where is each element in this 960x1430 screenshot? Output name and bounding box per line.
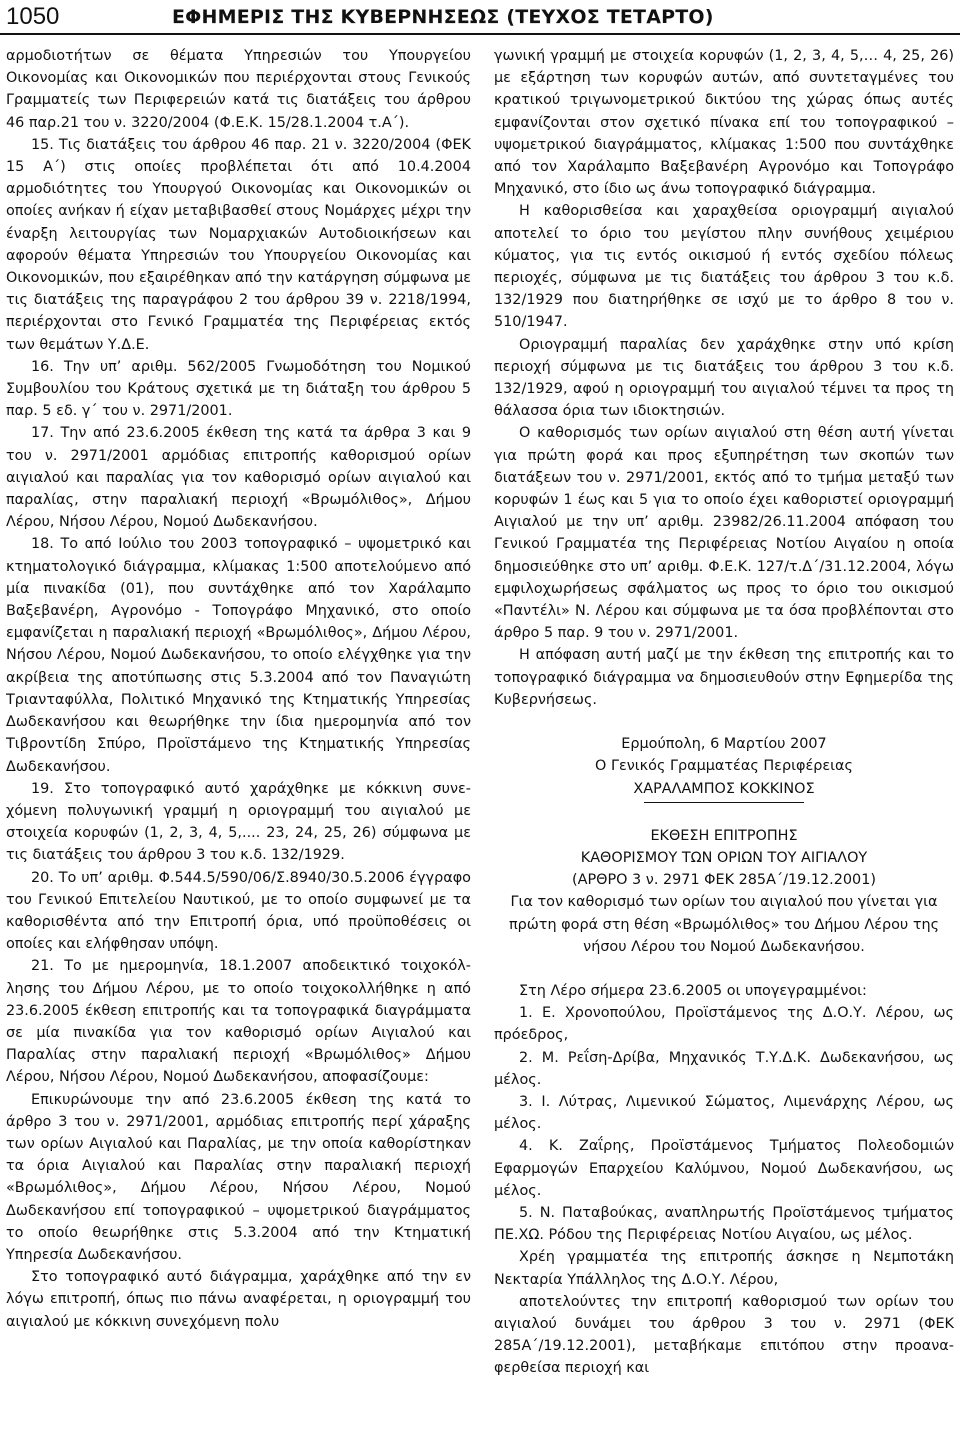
paragraph: Η καθορισθείσα και χαραχθείσα οριογραμμή αιγιαλού αποτελεί το όριο του μεγίστου πλην συνήθους χειμέριου κύματος, για τις εντός οικισμού ή εντός σχεδίου πόλεως περιοχές, σύμφωνα με τις διατάξεις του άρθρου 3 του κ.δ. 132/1929 που διατηρήθηκε σε ισχύ με το άρθρο 8 του ν. 510/1947. <box>494 203 954 331</box>
right-column <box>494 45 954 1425</box>
spacer <box>494 711 954 733</box>
spacer <box>494 803 954 825</box>
paragraph: αρμοδιοτήτων σε θέματα Υπηρεσιών του Υπουργείου Οικονομίας και Οικονομικών που περιέρχονται στους Γενικούς Γραμματείς των Περιφερειών κατά τις διατάξεις του άρθρου 46 παρ.21 του ν. 3220/2004 (Φ.Ε.Κ. 15/28.1.2004 τ.Α΄). <box>6 48 471 131</box>
page-number: 1050 <box>6 3 60 30</box>
page-header <box>0 0 960 38</box>
paragraph: 17. Την από 23.6.2005 έκθεση της κατά τα άρθρα 3 και 9 του ν. 2971/2001 αρμόδιας επιτροπής καθορισμού ορίων αιγιαλού και παραλίας για τον καθορισμό ορίων αιγιαλού και παραλίας, στην παραλιακή περιοχή «Βρωμόλιθος», Δήμου Λέρου, Νήσου Λέρου, Νομού Δωδεκανήσου. <box>6 425 471 531</box>
report-subtitle: ΚΑΘΟΡΙΣΜΟΥ ΤΩΝ ΟΡΙΩΝ ΤΟΥ ΑΙΓΙΑΛΟΥ <box>580 849 868 866</box>
meeting-line: Στη Λέρο σήμερα 23.6.2005 οι υπογεγραμμένοι: <box>519 982 867 999</box>
paragraph: 18. Το από Ιούλιο του 2003 τοπογραφικό – υψομετρικό και κτηματολογικό διάγραμμα, κλίμακας 1:500 αποτελούμενο από μία πινακίδα (01), που συντάχθηκε από τον Χαράλαμπο Βαξεβανέρη, Αγρονόμο - Τοπογράφο Μηχανικό, στο οποίο εμφανίζεται η παραλιακή περιοχή «Βρωμόλιθος», Δήμου Λέρου, Νήσου Λέρου, Νομού Δωδεκανήσου, το οποίο ελέγχθηκε για την ακρίβεια της αποτύπωσης στις 5.3.2004 από τον Παναγιώτη Τριανταφύλλα, Πολιτικό Μηχανικό της Κτηματικής Υπηρεσίας Δωδεκανήσου και θεωρήθηκε την ίδια ημερομηνία από τον Τιβροντίδη Σπύρο, Προϊστάμενο της Κτηματικής Υπηρεσίας Δωδεκανήσου. <box>6 536 471 775</box>
paragraph: 15. Τις διατάξεις του άρθρου 46 παρ. 21 ν. 3220/2004 (ΦΕΚ 15 Α΄) στις οποίες προβλέπεται ότι από 10.4.2004 αρμοδιότητες του Υπουργού Οικονομίας και Οικονομικών οι οποίες ανήκαν ή είχαν μεταβιβασθεί στους Νομάρχες μέχρι την έναρξη λειτουργίας των Νομαρχιακών Αυτοδιοικήσεων και αφορούν θέματα Υπηρεσιών του Υπουργείου Οικονομίας και Οικονομικών, που εξαιρέθηκαν από την κατάργηση σύμφωνα με τις διατάξεις της παραγράφου 2 του άρθρου 39 ν. 2218/1994, περιέρχονται στο Γενικό Γραμματέα της Περιφέρειας εκτός των θεμάτων Υ.Δ.Ε. <box>6 136 471 353</box>
paragraph: Επικυρώνουμε την από 23.6.2005 έκθεση της κατά το άρθρο 3 του ν. 2971/2001, αρμόδιας επιτροπής περί χάραξης των ορίων Αιγιαλού και Παραλίας, με την οποία καθορίστηκαν τα όρια Αιγιαλού και Παραλίας στην παραλιακή περιοχή «Βρωμόλιθος», Δήμου Λέρου, Νήσου Λέρου, Νομού Δωδεκανήσου επί τοπογραφικού – υψομετρικού διαγράμματος το οποίο θεωρήθηκε στις 5.3.2004 από την Κτηματική Υπηρεσία Δωδεκανήσου. <box>6 1091 471 1263</box>
paragraph: Οριογραμμή παραλίας δεν χαράχθηκε στην υπό κρίση περιοχή σύμφωνα με τις διατάξεις του άρθρου 3 του κ.δ. 132/1929, αφού η οριογραμμή του αιγιαλού τέμνει τα προς τη θάλασσα όρια των ιδιοκτησιών. <box>494 336 954 420</box>
committee-member: 4. Κ. Ζαΐρης, Προϊστάμενος Τμήματος Πολεοδομιών Εφαρμογών Επαρχείου Καλύμνου, Νομού Δωδεκανήσου, ως μέλος. <box>494 1138 954 1199</box>
signatory-title: Ο Γενικός Γραμματέας Περιφέρειας <box>595 758 853 775</box>
place-date: Ερμούπολη, 6 Μαρτίου 2007 <box>621 736 827 753</box>
paragraph: Ο καθορισμός των ορίων αιγιαλού στη θέση αυτή γίνεται για πρώτη φορά και προς εξυπηρέτηση των σκοπών των διατάξεων του ν. 2971/2001, εκτός από το τμήμα μεταξύ των κορυφών 1 έως και 5 για το οποίο έχει καθοριστεί οριογραμμή Αιγιαλού με την υπ’ αριθμ. 23982/26.11.2004 απόφαση του Γενικού Γραμματέα της Περιφέρειας Νοτίου Αιγαίου η οποία δημοσιεύθηκε στο υπ’ αριθμ. Φ.Ε.Κ. 127/τ.Δ΄/31.12.2004, λόγω εμφιλοχωρήσεως σφάλματος ως προς το όριο του οικισμού «Παντέλι» Ν. Λέρου και σύμφωνα με τα όσα προβλέπονται στο άρθρο 5 παρ. 9 του ν. 2971/2001. <box>494 425 954 642</box>
report-intro: Για τον καθορισμό των ορίων του αιγιαλού που γίνεται για πρώτη φορά στη θέση «Βρωμόλιθος» του Δήμου Λέρου της νήσου Λέρου του Νομού Δωδεκανήσου. <box>508 894 940 955</box>
paragraph: 16. Την υπ’ αριθμ. 562/2005 Γνωμοδότηση του Νομικού Συμβουλίου του Κράτους σχετικά με τη διάταξη του άρθρου 5 παρ. 5 εδ. γ΄ του ν. 2971/2001. <box>6 358 471 420</box>
committee-member: 2. Μ. Ρεΐση-Δρίβα, Μηχανικός Τ.Υ.Δ.Κ. Δωδεκανήσου, ως μέλος. <box>494 1049 954 1088</box>
paragraph: γωνική γραμμή με στοιχεία κορυφών (1, 2, 3, 4, 5,… 4, 25, 26) με εξάρτηση των κορυφών αυτών, από συντεταγμένες του κρατικού τριγωνομετρικού δικτύου της χώρας όπως αυτές εμφανίζονται στον σχετικό πίνακα επί του τοπογραφικού – υψομετρικού διαγράμματος, κλίμακας 1:500 που συντάχθηκε από τον Χαράλαμπο Βαξεβανέρη Αγρονόμο και Τοπογράφο Μηχανικό, στο ίδιο ως άνω τοπογραφικό διάγραμμα. <box>494 48 954 198</box>
closing-paragraph: αποτελούντες την επιτροπή καθορισμού των ορίων του αιγιαλού δυνάμει του άρθρου 3 του ν. 2971 (ΦΕΚ 285Α΄/19.12.2001), μεταβήκαμε επιτόπου στην προαναφερθείσα περιοχή και <box>494 1293 954 1377</box>
paragraph: Η απόφαση αυτή μαζί με την έκθεση της επιτροπής και το τοπογραφικό διάγραμμα να δημοσιευθούν στην Εφημερίδα της Κυβερνήσεως. <box>494 647 954 708</box>
paragraph: 19. Στο τοπογραφικό αυτό χαράχθηκε με κόκκινη συνεχόμενη πολυγωνική γραμμή η οριογραμμή του αιγιαλού με στοιχεία κορυφών (1, 2, 3, 4, 5,.... 23, 24, 25, 26) σύμφωνα με τις διατάξεις του άρθρου 3 του κ.δ. 132/1929. <box>6 780 471 864</box>
report-legal-reference: (ΑΡΘΡΟ 3 ν. 2971 ΦΕΚ 285Α΄/19.12.2001) <box>572 872 876 889</box>
paragraph: 21. Το με ημερομηνία, 18.1.2007 αποδεικτικό τοιχοκόλλησης του Δήμου Λέρου, με το οποίο τοιχοκολλήθηκε η από 23.6.2005 έκθεση επιτροπής και τα τοπογραφικά διαγράμματα σε μία πινακίδα για τον καθορισμό ορίων Αιγιαλού και Παραλίας στην παραλιακή περιοχή «Βρωμόλιθος» Δήμου Λέρου, Νήσου Λέρου, Νομού Δωδεκανήσου, αποφασίζουμε: <box>6 958 471 1086</box>
header-rule <box>0 33 960 35</box>
paragraph: Στο τοπογραφικό αυτό διάγραμμα, χαράχθηκε από την εν λόγω επιτροπή, όπως πιο πάνω αναφέρεται, η οριογραμμή του αιγιαλού με κόκκινη συνεχόμενη πολυ <box>6 1269 471 1330</box>
committee-member: 5. Ν. Παταβούκας, αναπληρωτής Προϊστάμενος τμήματος ΠΕ.ΧΩ. Ρόδου της Περιφέρειας Νοτίου Αιγαίου, ως μέλος. <box>494 1204 954 1244</box>
committee-secretary: Χρέη γραμματέα της επιτροπής άσκησε η Νεμποτάκη Νεκταρία Υπάλληλος της Δ.Ο.Υ. Λέρου, <box>494 1249 954 1288</box>
committee-member: 1. Ε. Χρονοπούλου, Προϊστάμενος της Δ.Ο.Υ. Λέρου, ως πρόεδρος, <box>494 1005 954 1044</box>
spacer <box>494 958 954 980</box>
left-column <box>6 45 471 1425</box>
paragraph: 20. Το υπ’ αριθμ. Φ.544.5/590/06/Σ.8940/30.5.2006 έγγραφο του Γενικού Επιτελείου Ναυτικού, με το οποίο συμφωνεί με τα καθορισθέντα από την Επιτροπή όρια, υπό προϋποθέσεις οι οποίες και ελήφθησαν υπόψη. <box>6 869 471 953</box>
report-title: ΕΚΘΕΣΗ ΕΠΙΤΡΟΠΗΣ <box>650 827 798 844</box>
committee-member: 3. Ι. Λύτρας, Λιμενικού Σώματος, Λιμενάρχης Λέρου, ως μέλος. <box>494 1093 954 1133</box>
signatory-name: ΧΑΡΑΛΑΜΠΟΣ ΚΟΚΚΙΝΟΣ <box>633 780 815 797</box>
gazette-running-title: ΕΦΗΜΕΡΙΣ ΤΗΣ ΚΥΒΕΡΝΗΣΕΩΣ (ΤΕΥΧΟΣ ΤΕΤΑΡΤΟ) <box>172 6 714 28</box>
